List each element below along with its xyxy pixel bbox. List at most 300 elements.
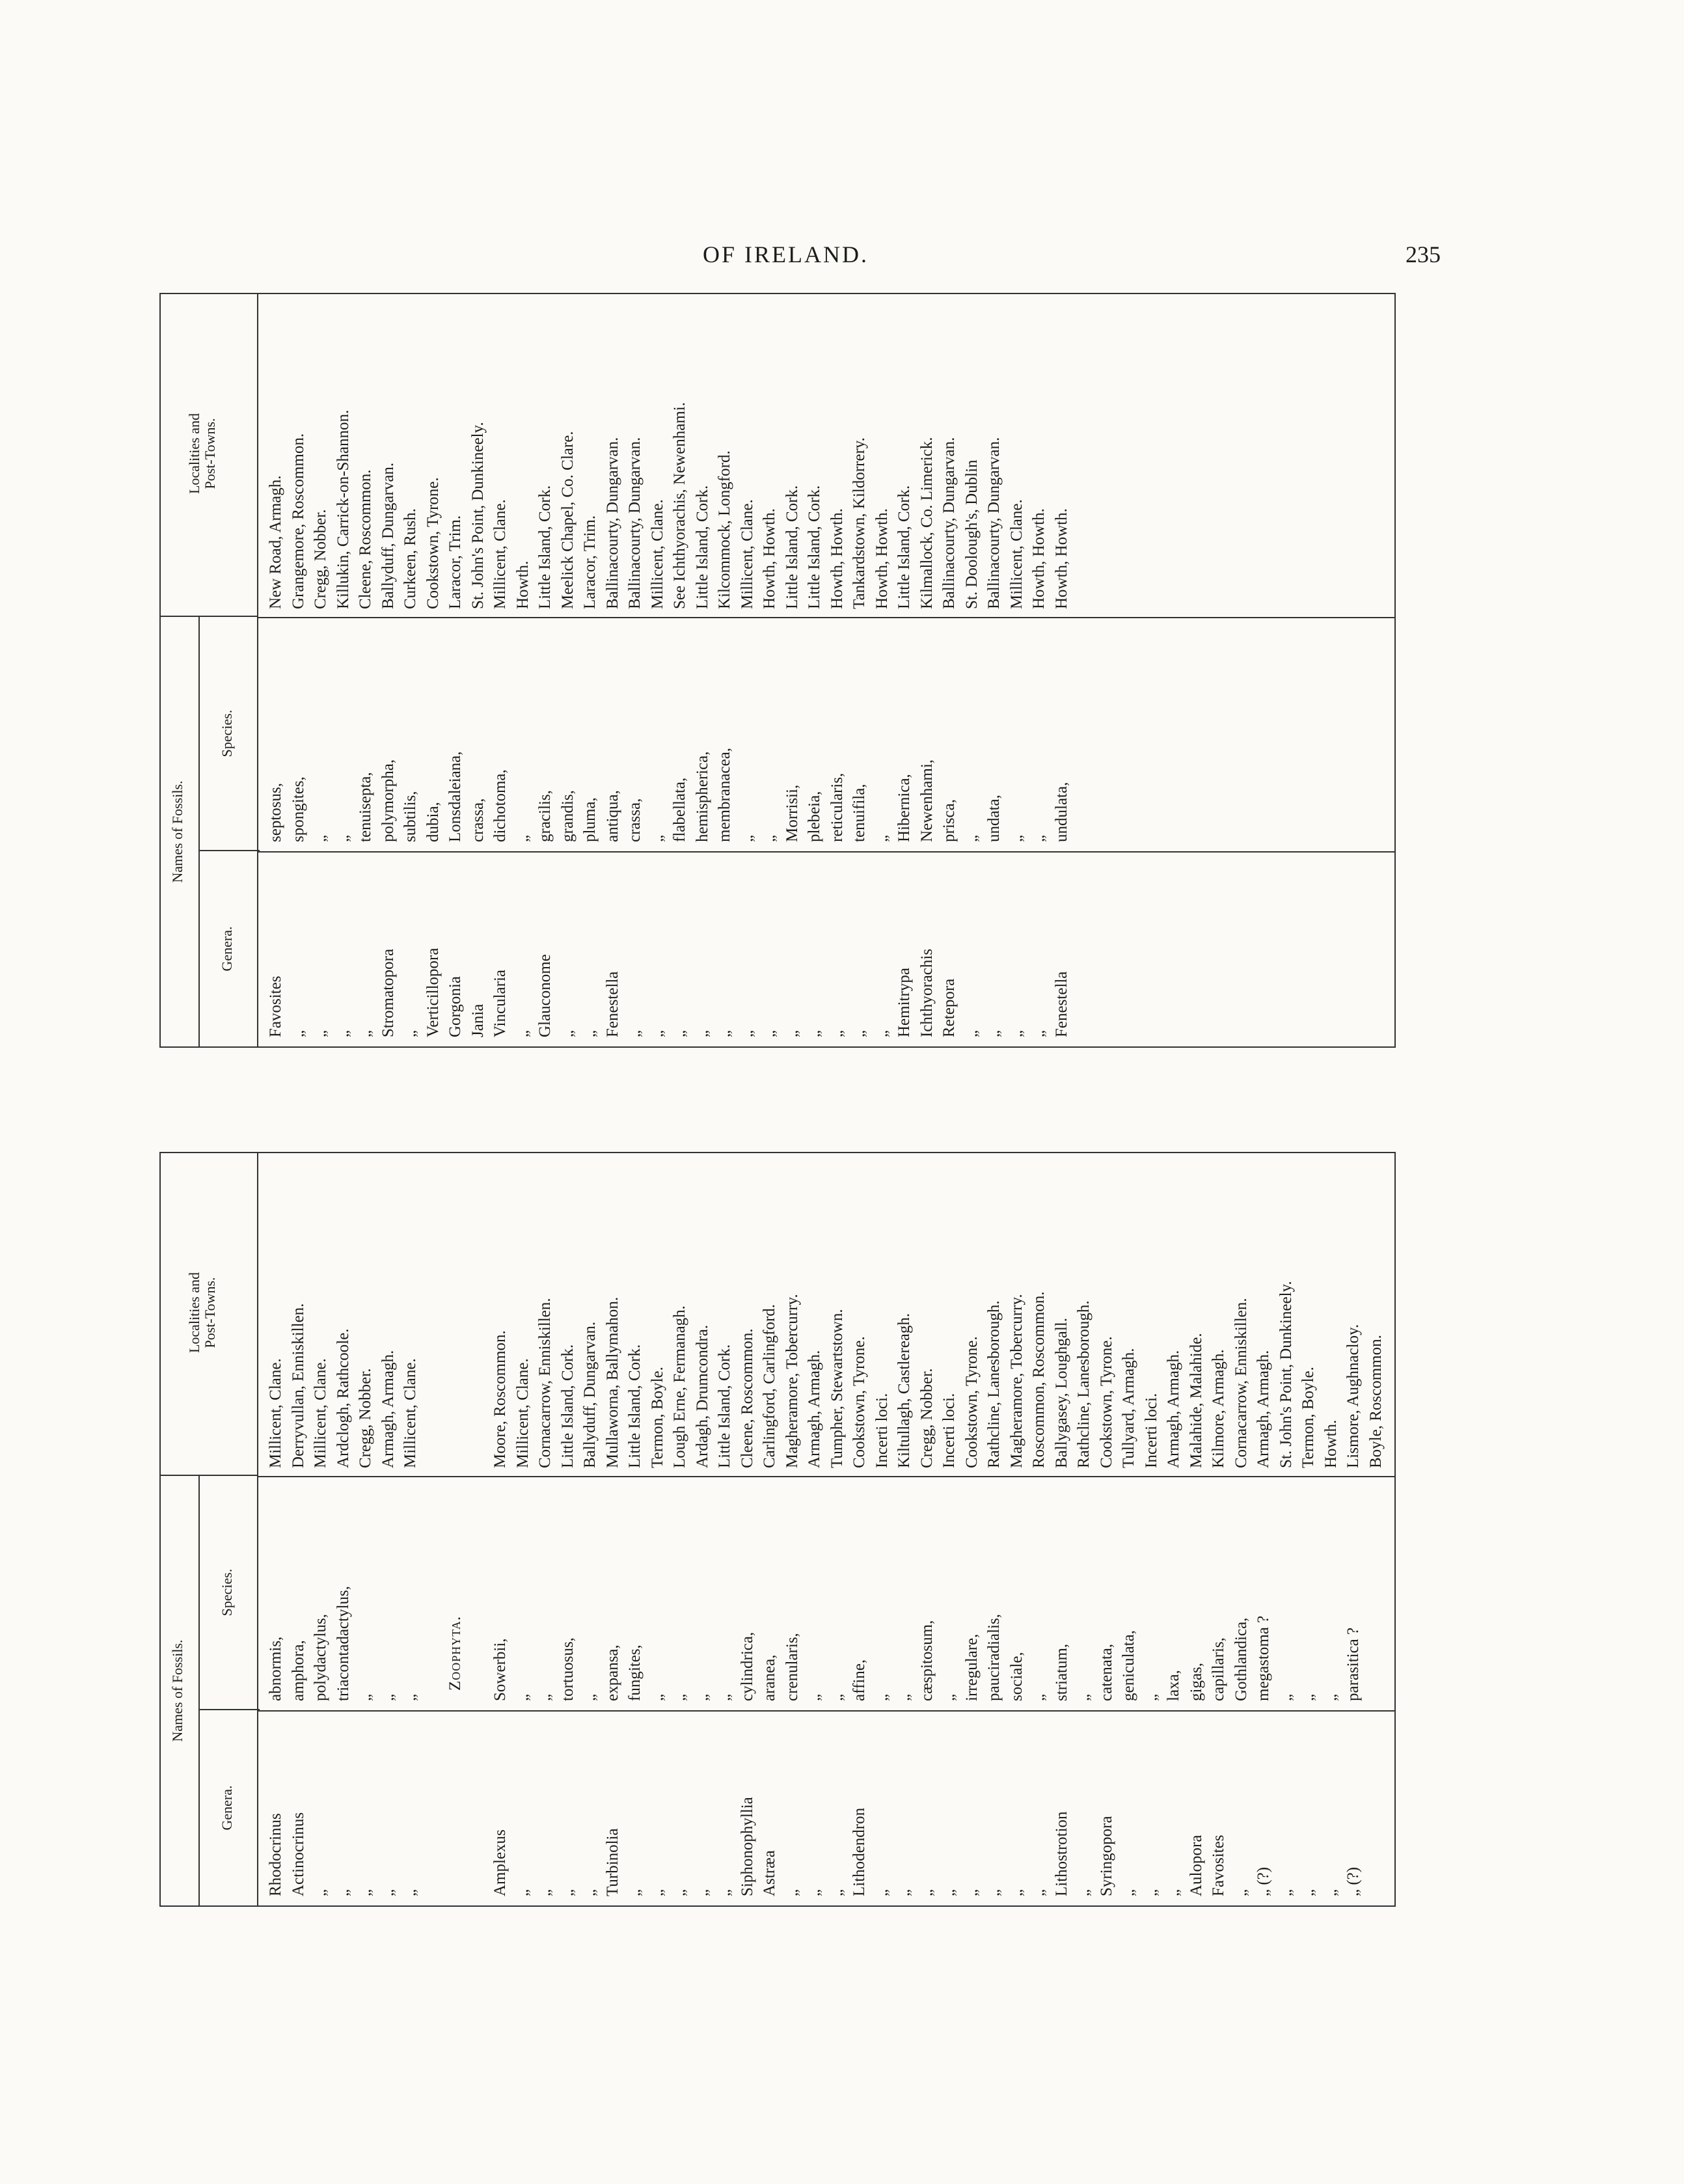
genus-cell: „: [1142, 1889, 1160, 1896]
locality-cell: St. John's Point, Dunkineely.: [469, 422, 487, 609]
species-cell: crenularis,: [783, 1633, 801, 1701]
genus-cell: „: [1322, 1889, 1340, 1896]
species-cell: catenata,: [1097, 1643, 1115, 1701]
table-row: [1028, 1153, 1051, 1905]
locality-cell: New Road, Armagh.: [267, 475, 284, 609]
species-cell: „: [536, 1693, 554, 1701]
species-cell: „: [873, 834, 891, 842]
locality-cell: Lismore, Aughnacloy.: [1344, 1324, 1362, 1468]
species-cell: dubia,: [424, 802, 442, 842]
table-row: [737, 294, 759, 1046]
locality-cell: Cookstown, Tyrone.: [424, 477, 442, 609]
species-label: Species.: [219, 1568, 235, 1617]
locality-cell: Millicent, Clane.: [513, 1358, 532, 1468]
table-row: [826, 1153, 849, 1905]
locality-cell: Cregg, Nobber.: [357, 1368, 374, 1468]
species-cell: „: [671, 1693, 688, 1701]
locality-cell: Cornacarrow, Enniskillen.: [536, 1298, 554, 1468]
locality-cell: Armagh, Armagh.: [1255, 1350, 1272, 1468]
table-row: [1006, 294, 1029, 1046]
locality-cell: Little Island, Cork.: [716, 1344, 733, 1468]
genus-cell: Turbinolia: [603, 1828, 621, 1896]
genus-cell: „: [716, 1889, 733, 1896]
genus-cell: „: [558, 1889, 577, 1896]
names-label: Names of Fossils.: [169, 780, 185, 883]
locality-cell: Ballyduff, Dungarvan.: [581, 1321, 599, 1468]
table-row: [467, 1153, 490, 1905]
table-header: [161, 294, 258, 1046]
locality-cell: Tullyard, Armagh.: [1120, 1348, 1137, 1468]
table-row: [288, 294, 310, 1046]
genus-cell: „: [693, 1030, 711, 1037]
genus-cell: „: [806, 1889, 823, 1896]
table-row: [422, 1153, 445, 1905]
names-label: Names of Fossils.: [169, 1639, 185, 1742]
genus-cell: „: [1120, 1889, 1137, 1896]
locality-cell: Kilmallock, Co. Limerick.: [917, 437, 936, 609]
locality-cell: Millicent, Clane.: [267, 1358, 284, 1468]
locality-cell: Cornacarrow, Enniskillen.: [1232, 1298, 1250, 1468]
species-cell: tenuisepta,: [357, 772, 374, 842]
species-cell: Morrisii,: [783, 784, 801, 842]
species-cell: amphora,: [289, 1640, 307, 1701]
genus-cell: „: [783, 1889, 801, 1896]
genus-cell: „: [558, 1030, 577, 1037]
table-row: [624, 294, 647, 1046]
table-row: [579, 294, 602, 1046]
genus-cell: „: [379, 1889, 397, 1896]
names-of-fossils-header: [161, 1476, 258, 1905]
genus-cell: „: [828, 1889, 846, 1896]
table-row: [759, 1153, 781, 1905]
species-cell: Lonsdaleiana,: [446, 751, 464, 842]
table-row: [1365, 1153, 1388, 1905]
genus-cell: „: [648, 1030, 666, 1037]
locality-cell: Malahide, Malahide.: [1187, 1333, 1205, 1468]
genus-cell: „: [806, 1030, 823, 1037]
table-row: [288, 1153, 310, 1905]
table-row: [1208, 1153, 1230, 1905]
genus-cell: „: [940, 1889, 958, 1896]
genus-cell: „: [1007, 1030, 1025, 1037]
table-row: [355, 294, 377, 1046]
locality-cell: Little Island, Cork.: [558, 1344, 577, 1468]
genus-cell: Favosites: [267, 976, 284, 1037]
species-cell: membranacea,: [716, 747, 733, 842]
species-cell: dichotoma,: [491, 769, 509, 842]
species-cell: „: [401, 1693, 419, 1701]
locality-cell: Little Island, Cork.: [783, 485, 801, 609]
genus-cell: „: [513, 1030, 532, 1037]
locality-cell: Little Island, Cork.: [806, 485, 823, 609]
locality-cell: Cleene, Roscommon.: [357, 469, 374, 609]
table-row: [1297, 1153, 1320, 1905]
locality-cell: Laracor, Trim.: [446, 515, 464, 609]
locality-cell: Armagh, Armagh.: [1165, 1350, 1182, 1468]
table-row: [489, 294, 512, 1046]
table-row: [422, 294, 445, 1046]
locality-cell: See Ichthyorachis, Newenhami.: [671, 402, 688, 609]
table-row: [692, 294, 714, 1046]
locality-cell: Kilcommock, Longford.: [716, 450, 733, 609]
species-cell: sociale,: [1007, 1652, 1025, 1701]
table-row: [557, 1153, 580, 1905]
locality-cell: Magheramore, Tobercurry.: [783, 1294, 801, 1468]
genus-cell: „: [1007, 1889, 1025, 1896]
localities-label: Localities and Post-Towns.: [186, 1272, 218, 1354]
table-row: [916, 1153, 939, 1905]
species-cell: capillaris,: [1210, 1637, 1227, 1701]
genus-cell: Aulopora: [1187, 1835, 1205, 1896]
locality-cell: Armagh, Armagh.: [379, 1350, 397, 1468]
table-row: [624, 1153, 647, 1905]
species-cell: „: [312, 834, 329, 842]
locality-cell: Millicent, Clane.: [1007, 499, 1025, 609]
section-heading: Zoophyta.: [446, 1615, 464, 1691]
genus-cell: „: [1165, 1889, 1182, 1896]
table-row: [916, 294, 939, 1046]
species-cell: „: [1299, 1693, 1317, 1701]
genus-cell: „: [962, 1889, 981, 1896]
genus-cell: „: [671, 1889, 688, 1896]
table-row: [265, 294, 288, 1046]
species-cell: „: [1030, 1693, 1048, 1701]
genus-cell: Ichthyorachis: [917, 948, 936, 1037]
genus-cell: „: [334, 1030, 352, 1037]
table-row: [333, 294, 355, 1046]
locality-cell: Killukin, Carrick-on-Shannon.: [334, 409, 352, 609]
genus-cell: Lithostrotion: [1052, 1811, 1070, 1896]
species-cell: „: [716, 1693, 733, 1701]
species-cell: cæspitosum,: [917, 1620, 936, 1701]
genus-cell: „: [873, 1030, 891, 1037]
table-row: [983, 294, 1006, 1046]
genus-cell: „: [738, 1030, 756, 1037]
locality-cell: St. John's Point, Dunkineely.: [1277, 1281, 1295, 1468]
genus-cell: „: [581, 1889, 599, 1896]
locality-cell: Incerti loci.: [940, 1393, 958, 1468]
species-cell: triacontadactylus,: [334, 1585, 352, 1701]
genus-cell: „: [1075, 1889, 1093, 1896]
species-cell: „: [1007, 834, 1025, 842]
species-cell: „: [1322, 1693, 1340, 1701]
genus-cell: „: [761, 1030, 778, 1037]
species-cell: crassa,: [469, 798, 487, 842]
table-row: [355, 1153, 377, 1905]
locality-cell: Cregg, Nobber.: [312, 509, 329, 609]
locality-cell: Ardagh, Drumcondra.: [693, 1324, 711, 1468]
genus-cell: „: [626, 1889, 644, 1896]
genus-cell: „: [917, 1889, 936, 1896]
locality-cell: Kilmore, Armagh.: [1210, 1349, 1227, 1468]
genus-cell: „: [357, 1889, 374, 1896]
genera-label: Genera.: [219, 1785, 235, 1831]
locality-cell: Meelick Chapel, Co. Clare.: [558, 431, 577, 609]
names-of-fossils-header: [161, 617, 258, 1046]
table-row: [534, 1153, 557, 1905]
table-row: [444, 1153, 467, 1905]
species-cell: „: [693, 1693, 711, 1701]
genus-cell: „: [985, 1030, 1003, 1037]
locality-cell: Little Island, Cork.: [693, 485, 711, 609]
table-row: [938, 1153, 961, 1905]
species-cell: „: [895, 1693, 913, 1701]
locality-cell: Lough Erne, Fermanagh.: [671, 1305, 688, 1468]
species-cell: undata,: [985, 795, 1003, 842]
species-cell: „: [648, 834, 666, 842]
species-cell: „: [873, 1693, 891, 1701]
species-cell: plebeia,: [806, 791, 823, 842]
table-row: [1320, 1153, 1343, 1905]
locality-cell: Roscommon, Roscommon.: [1030, 1291, 1048, 1468]
table-row: [781, 294, 804, 1046]
species-cell: irregulare,: [962, 1633, 981, 1701]
locality-cell: Ballinacourty, Dungarvan.: [940, 437, 958, 609]
table-row: [692, 1153, 714, 1905]
species-cell: septosus,: [267, 783, 284, 842]
species-cell: gracilis,: [536, 790, 554, 842]
locality-cell: Cookstown, Tyrone.: [850, 1336, 868, 1468]
table-row: [669, 294, 692, 1046]
species-cell: „: [357, 1693, 374, 1701]
species-cell: „: [334, 834, 352, 842]
genus-cell: Siphonophyllia: [738, 1797, 756, 1896]
locality-cell: Laracor, Trim.: [581, 515, 599, 609]
genus-cell: „: [850, 1030, 868, 1037]
table-row: [602, 1153, 625, 1905]
species-cell: flabellata,: [671, 777, 688, 842]
locality-cell: St. Doolough's, Dublin: [962, 459, 981, 609]
species-cell: „: [828, 1693, 846, 1701]
genus-cell: Fenestella: [603, 971, 621, 1037]
genus-cell: „: [1030, 1030, 1048, 1037]
locality-cell: Ardclogh, Rathcoole.: [334, 1328, 352, 1468]
species-cell: hemispherica,: [693, 751, 711, 842]
locality-cell: Rathcline, Lanesborough.: [985, 1300, 1003, 1468]
table-row: [1051, 294, 1074, 1046]
species-cell: „: [1030, 834, 1048, 842]
table-row: [1275, 1153, 1298, 1905]
locality-cell: Millicent, Clane.: [491, 499, 509, 609]
locality-cell: Derryvullan, Enniskillen.: [289, 1303, 307, 1468]
table-row: [310, 294, 333, 1046]
table-row: [849, 294, 871, 1046]
genus-cell: „: [873, 1889, 891, 1896]
locality-cell: Boyle, Roscommon.: [1366, 1335, 1385, 1468]
genus-cell: Actinocrinus: [289, 1812, 307, 1896]
table-row: [557, 294, 580, 1046]
table-row: [265, 1153, 288, 1905]
species-cell: „: [1277, 1693, 1295, 1701]
locality-cell: Ballyduff, Dungarvan.: [379, 462, 397, 609]
locality-cell: Moore, Roscommon.: [491, 1330, 509, 1468]
species-cell: gigas,: [1187, 1662, 1205, 1701]
locality-cell: Termon, Boyle.: [648, 1367, 666, 1468]
locality-cell: Tumpher, Stewartstown.: [828, 1309, 846, 1468]
table-row: [714, 1153, 737, 1905]
genus-cell: „: [895, 1889, 913, 1896]
species-cell: pluma,: [581, 797, 599, 842]
genus-cell: „: [671, 1030, 688, 1037]
species-cell: crassa,: [626, 798, 644, 842]
genus-cell: „: [828, 1030, 846, 1037]
genus-cell: Rhodocrinus: [267, 1813, 284, 1896]
table-row: [938, 294, 961, 1046]
table-row: [579, 1153, 602, 1905]
page-number: 235: [1406, 241, 1441, 267]
locality-cell: Kiltullagh, Castlereagh.: [895, 1313, 913, 1468]
table-row: [871, 294, 894, 1046]
species-cell: grandis,: [558, 790, 577, 842]
species-cell: „: [581, 1693, 599, 1701]
table-row: [983, 1153, 1006, 1905]
genus-cell: „: [1299, 1889, 1317, 1896]
locality-cell: Rathcline, Lanesborough.: [1075, 1300, 1093, 1468]
species-cell: prisca,: [940, 799, 958, 842]
table-row: [759, 294, 781, 1046]
table-row: [804, 294, 826, 1046]
species-cell: „: [379, 1693, 397, 1701]
locality-cell: Howth, Howth.: [1052, 508, 1070, 609]
table-row: [849, 1153, 871, 1905]
genus-cell: „: [401, 1030, 419, 1037]
genus-cell: Hemitrypa: [895, 968, 913, 1037]
table-row: [534, 294, 557, 1046]
running-title: OF IRELAND.: [703, 241, 869, 267]
genus-cell: Syringopora: [1097, 1816, 1115, 1896]
genus-cell: „: [357, 1030, 374, 1037]
locality-cell: Millicent, Clane.: [401, 1358, 419, 1468]
table-row: [1118, 1153, 1141, 1905]
species-cell: Sowerbii,: [491, 1638, 509, 1701]
locality-cell: Carlingford, Carlingford.: [761, 1304, 778, 1468]
species-cell: fungites,: [626, 1645, 644, 1701]
table-row: [1253, 1153, 1275, 1905]
genus-cell: Glauconome: [536, 954, 554, 1037]
genus-cell: „: [1030, 1889, 1048, 1896]
lower-fossil-table: [159, 1152, 1396, 1907]
locality-cell: Curkeen, Rush.: [401, 508, 419, 609]
table-row: [826, 294, 849, 1046]
genus-cell: Verticillopora: [424, 948, 442, 1037]
locality-cell: Ballinacourty, Dungarvan.: [985, 437, 1003, 609]
localities-label: Localities and Post-Towns.: [186, 413, 218, 495]
table-row: [467, 294, 490, 1046]
table-row: [444, 294, 467, 1046]
species-cell: tortuosus,: [558, 1637, 577, 1701]
locality-cell: Mullaworna, Ballymahon.: [603, 1296, 621, 1468]
locality-cell: Ballinacourty, Dungarvan.: [626, 437, 644, 609]
table-row: [1051, 1153, 1074, 1905]
genus-cell: „: [985, 1889, 1003, 1896]
locality-cell: Cregg, Nobber.: [917, 1368, 936, 1468]
species-cell: parasitica ?: [1344, 1627, 1362, 1701]
genus-cell: „: [334, 1889, 352, 1896]
table-row: [1230, 1153, 1253, 1905]
locality-cell: Incerti loci.: [873, 1393, 891, 1468]
table-row: [871, 1153, 894, 1905]
upper-fossil-table: [159, 293, 1396, 1048]
species-cell: polydactylus,: [312, 1613, 329, 1701]
species-cell: Gothlandica,: [1232, 1617, 1250, 1701]
genus-cell: „: [312, 1030, 329, 1037]
table-header: [161, 1153, 258, 1905]
locality-cell: Cookstown, Tyrone.: [962, 1336, 981, 1468]
genus-cell: Fenestella: [1052, 971, 1070, 1037]
species-cell: aranea,: [761, 1654, 778, 1701]
locality-cell: Little Island, Cork.: [626, 1344, 644, 1468]
genus-cell: „: [716, 1030, 733, 1037]
table-row: [893, 294, 916, 1046]
locality-cell: Howth.: [513, 560, 532, 609]
species-cell: „: [940, 1693, 958, 1701]
locality-cell: Millicent, Clane.: [312, 1358, 329, 1468]
species-cell: affine,: [850, 1659, 868, 1701]
species-cell: „: [513, 834, 532, 842]
locality-cell: Howth, Howth.: [761, 508, 778, 609]
genus-cell: Jania: [469, 1003, 487, 1037]
table-row: [961, 294, 984, 1046]
species-cell: Newenhami,: [917, 759, 936, 842]
species-cell: geniculata,: [1120, 1630, 1137, 1701]
table-row: [1186, 1153, 1208, 1905]
table-row: [400, 1153, 422, 1905]
genus-cell: Stromatopora: [379, 948, 397, 1037]
table-row: [333, 1153, 355, 1905]
table-row: [1096, 1153, 1119, 1905]
localities-header: [161, 1151, 258, 1476]
locality-cell: Howth, Howth.: [873, 508, 891, 609]
genus-cell: „: [1232, 1889, 1250, 1896]
table-row: [512, 294, 535, 1046]
genus-cell: „: [581, 1030, 599, 1037]
locality-cell: Termon, Boyle.: [1299, 1367, 1317, 1468]
species-cell: megastoma ?: [1255, 1615, 1272, 1701]
species-cell: striatum,: [1052, 1643, 1070, 1701]
species-cell: „: [513, 1693, 532, 1701]
localities-header: [161, 292, 258, 617]
genus-cell: „: [401, 1889, 419, 1896]
table-row: [647, 1153, 670, 1905]
table-row: [893, 1153, 916, 1905]
genus-cell: Gorgonia: [446, 976, 464, 1037]
species-cell: „: [1075, 1693, 1093, 1701]
genus-cell: „: [312, 1889, 329, 1896]
species-cell: laxa,: [1165, 1670, 1182, 1701]
table-row: [489, 1153, 512, 1905]
genus-cell: „: [1277, 1889, 1295, 1896]
species-cell: expansa,: [603, 1645, 621, 1701]
table-row: [804, 1153, 826, 1905]
table-row: [377, 294, 400, 1046]
species-cell: undulata,: [1052, 782, 1070, 842]
page-header: [0, 241, 1684, 273]
genera-label: Genera.: [219, 926, 235, 972]
genus-cell: „: [783, 1030, 801, 1037]
table-row: [781, 1153, 804, 1905]
species-cell: tenuifila,: [850, 784, 868, 842]
species-cell: cylindrica,: [738, 1631, 756, 1701]
species-cell: „: [761, 834, 778, 842]
locality-cell: Incerti loci.: [1142, 1393, 1160, 1468]
species-cell: „: [962, 834, 981, 842]
species-cell: Hibernica,: [895, 774, 913, 842]
species-cell: „: [1142, 1693, 1160, 1701]
table-row: [400, 294, 422, 1046]
species-cell: pauciradialis,: [985, 1614, 1003, 1701]
genus-cell: „: [289, 1030, 307, 1037]
table-row: [512, 1153, 535, 1905]
